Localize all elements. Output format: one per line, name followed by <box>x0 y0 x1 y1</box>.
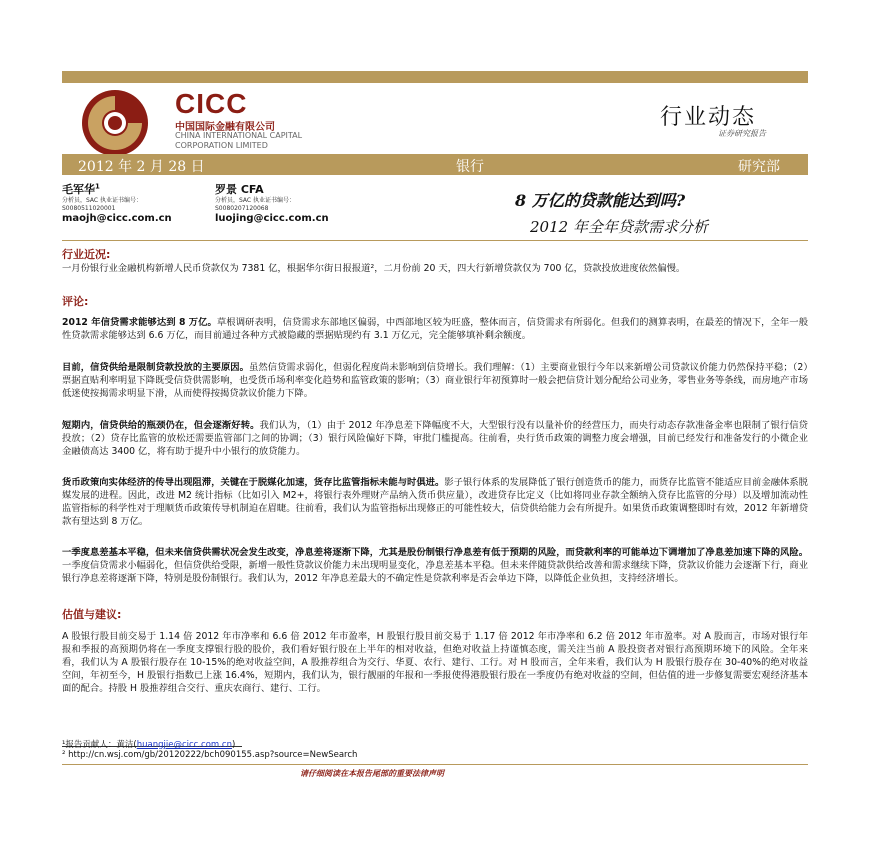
comment-paragraph: 2012 年信贷需求能够达到 8 万亿。草根调研表明，信贷需求东部地区偏弱，中西部地区较为旺盛，整体而言，信贷需求有所弱化。但我们的测算表明，在最差的情况下，全年一般性贷款需求能够达到 6.6 万亿，而目前通过各种方式被隐藏的票据贴现约有 3.1 万亿元，完全能够填补剩余额度。 <box>62 317 808 341</box>
bottom-rule <box>62 764 808 765</box>
footnote-email-link[interactable]: huangjie@cicc.com.cn <box>136 740 232 750</box>
company-cn-name: 中国国际金融有限公司 <box>175 122 275 133</box>
report-subtitle: 证券研究报告 <box>718 129 766 138</box>
divider <box>62 240 808 241</box>
sector-label: 银行 <box>456 159 484 175</box>
valuation-paragraph: A 股银行股目前交易于 1.14 倍 2012 年市净率和 6.6 倍 2012 年市盈率，H 股银行股目前交易于 1.17 倍 2012 年市净率和 6.2 倍 2012 年市盈率。对 A 股而言，市场对银行年报和季报的高预期仍将在一季度支撑银行股的股价，我们看好银行股在上半年的相对收益，但绝对收益上持谨慎态度，需关注当前 A 股投资者对银行高预期环境下的风险。全年来看，我们认为 A 股银行股存在 10-15%的绝对收益空间，A 股推荐组合为交行、华夏、农行、建行、工行。对 H 股而言，全年来看，我们认为 H 股银行股存在 30-40%的绝对收益空间，年初至今，H 股银行指数已上涨 16.4%，短期内，我们认为，银行靓丽的年报和一季报使得港股银行股在一季度仍有绝对收益的空间，但估值的进一步修复需要宏观经济基本面的配合。持股 H 股推荐组合交行、重庆农商行、建行、工行。 <box>62 631 808 694</box>
analyst-1-email[interactable]: maojh@cicc.com.cn <box>62 213 172 224</box>
cicc-logo-icon <box>80 88 150 158</box>
comment-paragraph: 货币政策向实体经济的传导出现阻滞，关键在于脱媒化加速，货存比监管指标未能与时俱进。影子银行体系的发展降低了银行创造货币的能力，而货存比监管不能适应目前金融体系脱媒发展的进程。因此，改进 M2 统计指标（比如引入 M2+，将银行表外理财产品纳入货币供应量），改进贷存比定义（比如将同业存款全额纳入贷存比监管的分母）以及增加流动性监管指标的科学性对于理顺货币政策传导机制迫在眉睫。往前看，我们认为监管指标出现修正的可能性较大，信贷供给能力会有所提升。如果货币政策调整即时有效，2012 年新增贷款有望达到 8 万亿。 <box>62 477 808 527</box>
legal-disclaimer: 请仔细阅读在本报告尾部的重要法律声明 <box>300 769 444 778</box>
analyst-1: 毛军华$^1$ 分析员，SAC 执业证书编号： S0080511020001 maojh@cicc.com.cn <box>62 182 172 224</box>
section-comment: 评论: <box>62 295 89 308</box>
footnote-1: ¹报告贡献人：黄洁(huangjie@cicc.com.cn) <box>62 740 236 750</box>
industry-paragraph: 一月份银行业金融机构新增人民币贷款仅为 7381 亿，根据华尔街日报报道²，二月份前 20 天，四大行新增贷款仅为 700 亿，贷款投放进度依然偏慢。 <box>62 263 686 274</box>
section-valuation: 估值与建议: <box>62 608 122 621</box>
comment-paragraph: 目前，信贷供给是限制贷款投放的主要原因。虽然信贷需求弱化，但弱化程度尚未影响到信贷增长。我们理解：（1）主要商业银行今年以来新增公司贷款议价能力仍然保持平稳；（2）票据直贴利率明显下降既受信贷供需影响，也受货币场利率变化趋势和监管政策的影响；（3）商业银行年初预算时一般会把信贷计划分配给公司业务，零售业务等条线，而房地产市场低迷使按揭需求明显下滑，从而使得按揭贷款议价能力下降。 <box>62 362 808 399</box>
report-title: 8 万亿的贷款能达到吗? <box>515 191 686 210</box>
footnote-2: ² http://cn.wsj.com/gb/20120222/bch090155.asp?source=NewSearch <box>62 750 358 760</box>
comment-paragraph: 短期内，信贷供给的瓶颈仍在，但会逐渐好转。我们认为，（1）由于 2012 年净息差下降幅度不大，大型银行没有以量补价的经营压力，而央行动态存款准备金率也限制了银行信贷投放；（2）贷存比监管的放松还需要监管部门之间的协调；（3）银行风险偏好下降，审批门槛提高。往前看，央行货币政策的调整力度会增强，目前已经发行和准备发行的小微企业金融债高达 3400 亿，将有助于提升中小银行的放贷能力。 <box>62 420 808 457</box>
company-en-name: CHINA INTERNATIONAL CAPITAL CORPORATION LIMITED <box>175 131 303 150</box>
comment-paragraph: 一季度息差基本平稳，但未来信贷供需状况会发生改变，净息差将逐渐下降，尤其是股份制银行净息差有低于预期的风险，而贷款利率的可能单边下调增加了净息差加速下降的风险。一季度信贷需求小幅弱化，但信贷供给受限，新增一般性贷款议价能力未出现明显变化，净息差基本平稳。但未来伴随贷款供给改善和需求继续下降，贷款议价能力会逐渐下行，商业银行净息差将逐渐下降，特别是股份制银行。我们认为，2012 年净息差最大的不确定性是贷款利率是否会单边下降，以降低企业负担，支持经济增长。 <box>62 547 808 584</box>
report-type: 行业动态 <box>660 105 757 130</box>
dept-label: 研究部 <box>738 159 780 175</box>
analyst-2-email[interactable]: luojing@cicc.com.cn <box>215 213 329 224</box>
analyst-2: 罗景 CFA 分析员，SAC 执业证书编号： S0080207120068 luojing@cicc.com.cn <box>215 183 329 224</box>
date-bar <box>62 154 808 175</box>
top-bar <box>62 71 808 83</box>
report-subtitle-2: 2012 年全年贷款需求分析 <box>530 218 708 236</box>
section-industry: 行业近况: <box>62 248 111 261</box>
brand-name: CICC <box>175 88 248 119</box>
report-date: 2012 年 2 月 28 日 <box>78 159 205 175</box>
